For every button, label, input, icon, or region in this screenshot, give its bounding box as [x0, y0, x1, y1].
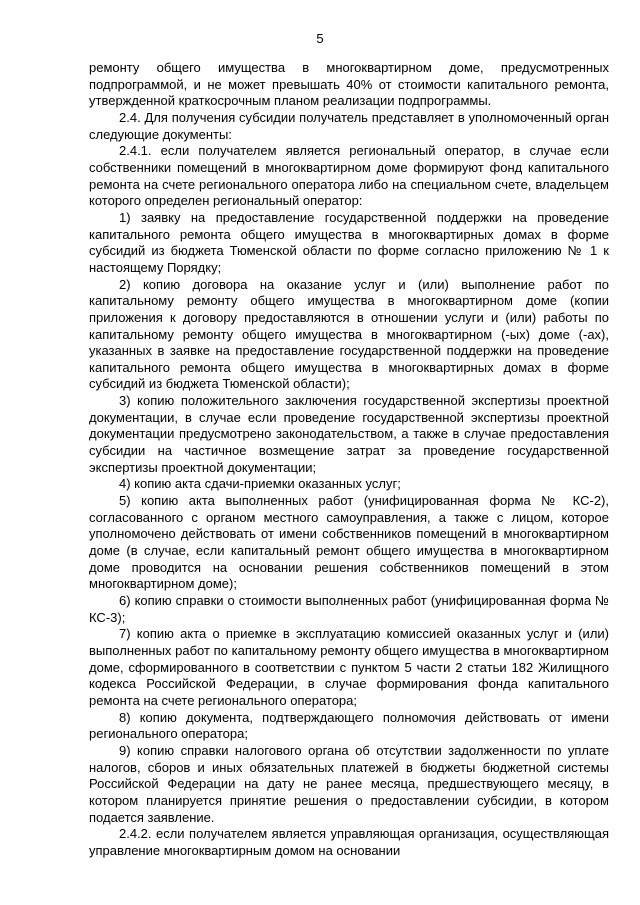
paragraph-continuation: ремонту общего имущества в многоквартирном доме, предусмотренных подпрограммой, и не может превышать 40% от стоимости капитального ремонта, утвержденной краткосрочным планом реализации подпрограммы. [89, 60, 609, 109]
list-item-8: 8) копию документа, подтверждающего полномочия действовать от имени регионального оператора; [89, 709, 609, 742]
paragraph-2-4-1: 2.4.1. если получателем является региональный оператор, в случае если собственники помещений в многоквартирном доме формируют фонд капитального ремонта на счете регионального оператора либо на специальном счете, владельцем которого определен региональный оператор: [89, 143, 609, 209]
list-item-4: 4) копию акта сдачи-приемки оказанных услуг; [119, 476, 401, 492]
list-item-2: 2) копию договора на оказание услуг и (или) выполнение работ по капитальному ремонту общего имущества в многоквартирном доме (копии приложения к договору предоставляются в отношении услуги и (или) работы по капитальному ремонту общего имущества в многоквартирном (-ых) доме (-ах), указанных в заявке на предоставление государственной поддержки на проведение капитального ремонта общего имущества в многоквартирных домах в форме субсидий из бюджета Тюменской области); [89, 276, 609, 392]
list-item-3: 3) копию положительного заключения государственной экспертизы проектной документации, в случае если проведение государственной экспертизы проектной документации предусмотрено законодательством, а также в случае предоставления субсидии на частичное возмещение затрат за проведение государственной экспертизы проектной документации; [89, 393, 609, 475]
paragraph-2-4-2: 2.4.2. если получателем является управляющая организация, осуществляющая управление многоквартирным домом на основании [89, 826, 609, 858]
list-item-1: 1) заявку на предоставление государственной поддержки на проведение капитального ремонта общего имущества в многоквартирных домах в форме субсидий из бюджета Тюменской области по форме согласно приложению № 1 к настоящему Порядку; [89, 209, 609, 275]
paragraph-2-4: 2.4. Для получения субсидии получатель представляет в уполномоченный орган следующие документы: [89, 109, 609, 142]
list-item-5: 5) копию акта выполненных работ (унифицированная форма № КС-2), согласованного с органом местного самоуправления, а также с лицом, которое уполномочено действовать от имени собственников помещений в многоквартирном доме (в случае, если капитальный ремонт общего имущества в многоквартирном доме проводится на основании решения собственников помещений в этом многоквартирном доме); [89, 493, 609, 592]
page-number: 5 [316, 31, 324, 46]
list-item-7: 7) копию акта о приемке в эксплуатацию комиссией оказанных услуг и (или) выполненных работ по капитальному ремонту общего имущества в многоквартирном доме, сформированного в соответствии с пунктом 5 части 2 статьи 182 Жилищного кодекса Российской Федерации, в случае формирования фонда капитального ремонта на счете регионального оператора; [89, 626, 609, 708]
list-item-6: 6) копию справки о стоимости выполненных работ (унифицированная форма № КС-3); [89, 593, 609, 625]
document-body [89, 60, 609, 860]
list-item-9: 9) копию справки налогового органа об отсутствии задолженности по уплате налогов, сборов и иных обязательных платежей в бюджеты бюджетной системы Российской Федерации на дату не ранее месяца, предшествующего месяцу, в котором планируется принятие решения о предоставлении субсидии, в котором подается заявление. [89, 742, 609, 825]
